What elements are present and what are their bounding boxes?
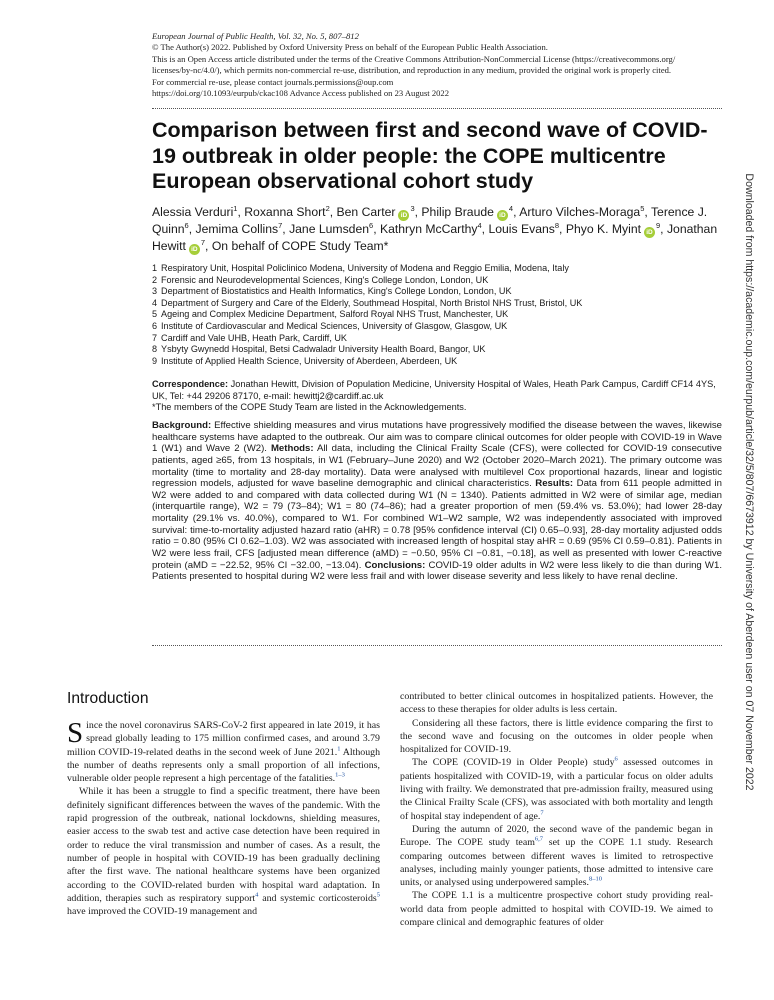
affiliation-text: Department of Biostatistics and Health Informatics, King's College London, London, UK [161, 286, 512, 297]
affiliation-marker: 4 [477, 220, 482, 230]
affiliation-list [152, 263, 722, 367]
abstract-methods-label: Methods: [270, 443, 314, 455]
affiliation-marker: 4 [508, 203, 514, 213]
orcid-icon[interactable]: iD [644, 227, 655, 238]
download-notice: Downloaded from https://academic.oup.com/eurpub/article/32/5/807/6673912 by University of Aberdeen user on 07 November 2022 [743, 173, 755, 791]
publication-info [152, 31, 722, 99]
dotted-divider [152, 645, 722, 646]
author-name[interactable]: Jemima Collins [195, 222, 279, 236]
affiliation-number: 6 [152, 320, 158, 331]
paragraph-text: The COPE ( [412, 757, 467, 769]
citation-link[interactable]: 4 [255, 891, 259, 899]
abstract-conclusions-label: Conclusions: [364, 559, 426, 571]
affiliation-number: 8 [152, 344, 158, 355]
correspondence-block [152, 379, 722, 414]
paragraph-text: ince the novel coronavirus SARS-CoV-2 first appeared in late 2019, it has spread globally leading to 175 million confirmed cases, and around 3.79 million COVID-19-related deaths in the second week of June 2021. [67, 720, 380, 758]
paragraph-text: Although the number of deaths represents only a small proportion of all infections, vulnerable older people represent a high percentage of the fatalities. [67, 746, 381, 785]
author-name[interactable]: Ben Carter [336, 205, 396, 219]
affiliation-text: Ageing and Complex Medicine Department, Salford Royal NHS Trust, Manchester, UK [161, 309, 509, 320]
affiliation-text: Cardiff and Vale UHB, Heath Park, Cardiff, UK [161, 332, 347, 343]
intro-paragraph [67, 785, 380, 918]
affiliation-number: 5 [152, 309, 158, 320]
affiliation-number: 4 [152, 297, 158, 308]
license-line: For commercial re-use, please contact journals.permissions@oup.com [152, 76, 394, 87]
dotted-divider [152, 108, 722, 109]
paragraph-text: While it has been a struggle to find a specific treatment, there have been definitely significant differences between the waves of the pandemic. With the rapid progression of the outbreak, national lockdowns, shielding measures, easier access to the swab test and active case detection have been required in order to reduce the viral transmission and number of cases. As a result, the number of people in hospital with COVID-19 has been gradually declining after the first wave. The national healthcare systems have been organized according to the COVID-related burden with hospital ward adaptation. In addition, therapies such as respiratory support [67, 786, 380, 904]
abstract-results: Data from 611 people admitted in W2 were added to and compared with data collected during W1 (N = 1340). Patients admitted in W2 were of similar age, median (interquartile range), W2 = 79 (73–84); W1 = 80 (74–86); had a greater proportion of men (59.4% vs. 53.0%); had lower 28-day mortality (29.1% vs. 40.0%), compared to W1. For combined W1–W2 sample, W2 was independently associated with improved survival: time-to-mortality adjusted hazard ratio (aHR) = 0.78 [95% confidence interval (CI) 0.65–0.93], 28-day mortality adjusted odds ratio = 0.80 (95% CI 0.62–1.03). W2 was associated with increased length of hospital stay aHR = 0.69 (95% CI 0.59–0.81). Patients in W2 were less frail, CFS [adjusted mean difference (aMD) = −0.50, 95% CI −0.81, −0.18], as well as presented with lower C-reactive protein (aMD = −22.52, 95% CI −32.00, −13.04). [152, 478, 722, 571]
paragraph-text: During the autumn of 2020, the second wave of the pandemic began in Europe. The COPE study team [400, 823, 713, 849]
abstract-conclusions: COVID-19 older adults in W2 were less likely to die than during W1. Patients presented to hospital during W2 were less frail and with lower disease severity and less likely to have renal decline. [152, 559, 722, 583]
right-column [400, 690, 713, 929]
intro-paragraph [400, 823, 713, 889]
affiliation-marker: 2 [325, 203, 330, 213]
study-group: On behalf of COPE Study Team* [211, 239, 389, 253]
affiliation-number: 9 [152, 355, 158, 366]
citation-link[interactable]: 5 [376, 891, 381, 899]
citation-link[interactable]: 7 [540, 809, 544, 817]
doi-line: https://doi.org/10.1093/eurpub/ckac108 Advance Access published on 23 August 2022 [152, 88, 450, 99]
abstract-methods: All data, including the Clinical Frailty Scale (CFS), were collected for COVID-19 consecutive patients, aged ≥65, from 13 hospitals, in W1 (February–June 2020) and W2 (October 2020–March 2021). The primary outcome was mortality (time to mortality and 28-day mortality). Data were analysed with multilevel Cox proportional hazards, linear and logistic regression models, adjusted for wave baseline demographic and clinical characteristics. [152, 443, 722, 490]
affiliation-marker: 7 [278, 220, 283, 230]
affiliation-item [152, 321, 722, 333]
affiliation-item [152, 309, 722, 321]
affiliation-item [152, 356, 722, 368]
affiliation-number: 2 [152, 274, 158, 285]
author-name[interactable]: Philip Braude [421, 205, 494, 219]
affiliation-text: Ysbyty Gwynedd Hospital, Betsi Cadwaladr University Health Board, Bangor, UK [161, 344, 486, 355]
citation-link[interactable]: 1–3 [335, 771, 345, 779]
paragraph-text: have improved the COVID-19 management and [67, 906, 258, 918]
journal-citation: European Journal of Public Health, Vol. 32, No. 5, 807–812 [152, 31, 359, 41]
drop-cap: S [67, 717, 84, 749]
affiliation-item [152, 286, 722, 298]
author-name[interactable]: Jane Lumsden [289, 222, 370, 236]
affiliation-text: Respiratory Unit, Hospital Policlinico Modena, University of Modena and Reggio Emilia, Modena, Italy [161, 263, 569, 273]
license-line: This is an Open Access article distributed under the terms of the Creative Commons Attribution-NonCommercial License (https://creativecommons.org/ [152, 53, 676, 64]
copyright-line: © The Author(s) 2022. Published by Oxford University Press on behalf of the European Public Health Association. [152, 42, 548, 53]
affiliation-marker: 9 [656, 220, 661, 230]
abstract-background-label: Background: [152, 420, 212, 431]
affiliation-marker: 7 [200, 237, 206, 247]
orcid-icon[interactable]: iD [497, 210, 508, 221]
intro-paragraph: The COPE 1.1 is a multicentre prospective cohort study providing real-world data from people admitted to hospital with COVID-19. We aimed to compare clinical and demographic features of older [400, 890, 713, 929]
affiliation-text: Institute of Cardiovascular and Medical Sciences, University of Glasgow, Glasgow, UK [161, 320, 508, 331]
affiliation-item [152, 344, 722, 356]
license-line: licenses/by-nc/4.0/), which permits non-commercial re-use, distribution, and reproduction in any medium, provided the original work is properly cited. [152, 65, 672, 76]
paragraph-text: set up the COPE 1.1 study. Research comparing outcomes between different waves is limited to retrospective analyses, including mainly younger patients, those admitted to intensive care units, or analysed using underpowered samples. [400, 837, 713, 889]
download-watermark [738, 173, 760, 791]
affiliation-text: Institute of Applied Health Science, University of Aberdeen, Aberdeen, UK [161, 355, 458, 366]
affiliation-item [152, 263, 722, 275]
affiliation-marker: 3 [410, 203, 415, 213]
author-name[interactable]: Alessia Verduri [152, 205, 234, 219]
abstract [152, 420, 722, 583]
affiliation-number: 3 [152, 286, 158, 297]
left-column [67, 690, 380, 918]
author-name[interactable]: Arturo Vilches-Moraga [519, 205, 641, 219]
paragraph-text: assessed outcomes in patients hospitalized with COVID-19, with a particular focus on older adults living with frailty. We demonstrated that pre-admission frailty, measured using the Clinical Frailty Scale (CFS), was associated with both mortality and length of hospital stay independent of age. [400, 757, 713, 822]
citation-link[interactable]: 6,7 [534, 835, 544, 843]
abstract-background: Effective shielding measures and virus mutations have progressively modified the disease between the waves, likewise healthcare systems have adapted to the outbreak. Our aim was to compare clinical outcomes for older people with COVID-19 in Wave 1 (W1) and Wave 2 (W2). [152, 420, 722, 455]
intro-paragraph [400, 756, 713, 822]
citation-link[interactable]: 1 [337, 745, 341, 753]
intro-paragraph: contributed to better clinical outcomes in hospitalized patients. However, the access to these therapies for older adults is less certain. [400, 691, 713, 716]
author-name[interactable]: Phyo K. Myint [565, 222, 641, 236]
affiliation-number: 7 [152, 332, 158, 343]
paragraph-text: COVID-19 in Older People) study [466, 757, 615, 769]
paragraph-text: and systemic corticosteroids [258, 892, 377, 904]
author-name[interactable]: Roxanna Short [244, 205, 326, 219]
affiliation-text: Department of Surgery and Care of the Elderly, Southmead Hospital, North Bristol NHS Trust, Bristol, UK [161, 297, 583, 308]
affiliation-marker: 5 [640, 203, 645, 213]
affiliation-marker: 6 [369, 220, 374, 230]
correspondence-text: Jonathan Hewitt, Division of Population Medicine, University Hospital of Wales, Heath Park Campus, Cardiff CF14 4YS, UK, Tel: +44 29206 87170, e-mail: hewittj2@cardiff.ac.uk [152, 379, 716, 401]
affiliation-item [152, 298, 722, 310]
affiliation-marker: 6 [184, 220, 189, 230]
affiliation-marker: 8 [554, 220, 560, 230]
abstract-results-label: Results: [535, 478, 574, 490]
section-heading: Introduction [67, 690, 149, 707]
affiliation-item [152, 333, 722, 345]
affiliation-number: 1 [152, 263, 158, 273]
orcid-icon[interactable]: iD [189, 244, 200, 255]
author-name[interactable]: Kathryn McCarthy [379, 222, 478, 236]
affiliation-text: Forensic and Neurodevelopmental Sciences, King's College London, London, UK [161, 274, 489, 285]
intro-paragraph [67, 719, 380, 785]
orcid-icon[interactable]: iD [398, 210, 409, 221]
article-title: Comparison between first and second wave of COVID-19 outbreak in older people: the COPE multicentre European observational cohort study [152, 118, 708, 193]
intro-paragraph: Considering all these factors, there is little evidence comparing the first to the second wave and focusing on the outcomes in older people when hospitalized for COVID-19. [400, 717, 713, 756]
affiliation-marker: 1 [233, 203, 238, 213]
author-name[interactable]: Louis Evans [488, 222, 555, 236]
correspondence-label: Correspondence: [152, 379, 229, 389]
author-name[interactable]: Jonathan Hewitt [152, 222, 718, 253]
author-name[interactable]: Terence J. Quinn [152, 205, 708, 236]
citation-link[interactable]: 6 [614, 756, 618, 764]
citation-link[interactable]: 8–10 [588, 875, 602, 883]
author-list: Alessia Verduri$^1$, Roxanna Short$^2$, Ben Carter $iD^3$, Philip Braude $iD^4$, Arturo Vilches-Moraga$^5$, Terence J. Quinn$^6$, Jemima Collins$^7$, Jane Lumsden$^6$, Kathryn McCarthy$^4$, Louis Evans$^8$, Phyo K. Myint $iD^9$, Jonathan Hewitt $iD^7$, On behalf of COPE Study Team* [152, 203, 718, 253]
study-team-note: *The members of the COPE Study Team are listed in the Acknowledgements. [152, 402, 467, 413]
affiliation-item [152, 275, 722, 287]
